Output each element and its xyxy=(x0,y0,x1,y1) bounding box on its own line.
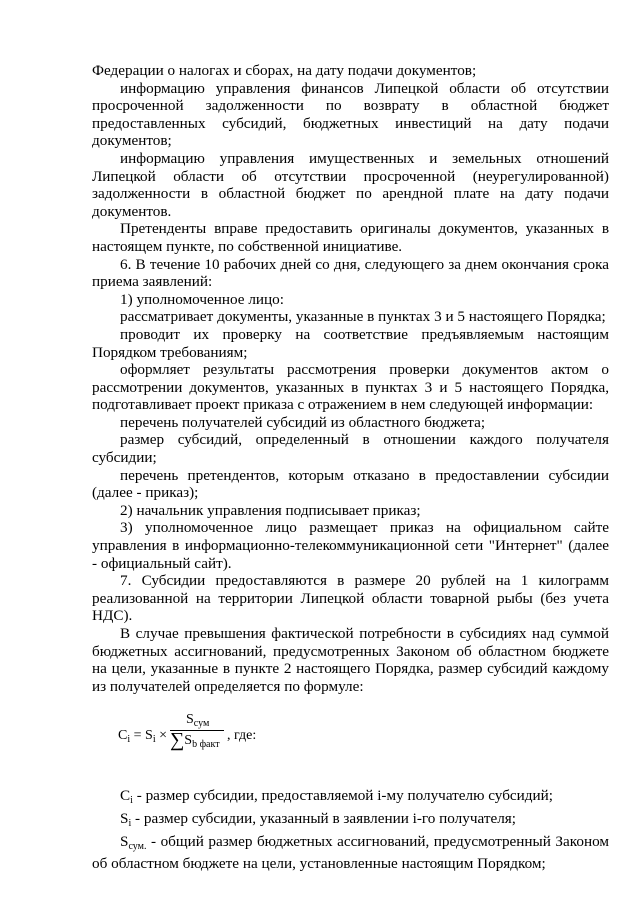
paragraph: В случае превышения фактической потребности в субсидиях над суммой бюджетных ассигнований, предусмотренных Законом об областном бюджете на цели, указанные в пункте 2 настоящего Порядка, размер субсидий каждому из получателей определяется по формуле: xyxy=(92,625,609,695)
paragraph: перечень претендентов, которым отказано в предоставлении субсидии (далее - приказ); xyxy=(92,466,609,502)
formula-fraction xyxy=(170,713,224,757)
paragraph: 1) уполномоченное лицо: xyxy=(120,290,284,308)
formula-numerator: $S_{сум}$ xyxy=(186,712,210,730)
definition-si: $S_i$ - размер субсидии, указанный в заявлении i-го получателя; xyxy=(120,809,516,829)
paragraph: проводит их проверку на соответствие предъявляемым настоящим Порядком требованиям; xyxy=(92,325,609,361)
paragraph: информацию управления финансов Липецкой области об отсутствии просроченной задолженности по возврату в областной бюджет предоставленных субсидий, бюджетных инвестиций на дату подачи документов; xyxy=(92,79,609,150)
paragraph: 2) начальник управления подписывает приказ; xyxy=(120,501,421,519)
definition-ci: $C_i$ - размер субсидии, предоставляемой i-му получателю субсидий; xyxy=(120,787,554,807)
subsidy-formula xyxy=(92,713,609,759)
paragraph: рассматривает документы, указанные в пунктах 3 и 5 настоящего Порядка; xyxy=(120,308,606,326)
paragraph: 3) уполномоченное лицо размещает приказ на официальном сайте управления в информационно-телекоммуникационной сети "Интернет" (далее - официальный сайт). xyxy=(92,519,609,572)
definition-ssum: $S_{сум.}$ - общий размер бюджетных ассигнований, предусмотренный Законом об областном бюджете на цели, установленные настоящим Порядком; xyxy=(92,832,609,873)
paragraph: размер субсидий, определенный в отношении каждого получателя субсидии; xyxy=(92,431,609,467)
document-body xyxy=(92,62,609,873)
paragraph: 6. В течение 10 рабочих дней со дня, следующего за днем окончания срока приема заявлений: xyxy=(92,255,609,291)
formula-lhs: $C_i = S_i$ × xyxy=(118,728,168,746)
paragraph-continuation: Федерации о налогах и сборах, на дату подачи документов; xyxy=(92,62,477,79)
paragraph: Претенденты вправе предоставить оригиналы документов, указанных в настоящем пункте, по собственной инициативе. xyxy=(92,220,609,255)
formula-denominator: $\sum S_{b факт}$ xyxy=(170,729,220,752)
paragraph: информацию управления имущественных и земельных отношений Липецкой области об отсутствии просроченной (неурегулированной) задолженности в областной бюджет по арендной плате на дату подачи документов. xyxy=(92,149,609,220)
paragraph: перечень получателей субсидий из областного бюджета; xyxy=(120,413,486,431)
paragraph: 7. Субсидии предоставляются в размере 20 рублей на 1 килограмм реализованной на территории Липецкой области товарной рыбы (без учета НДС). xyxy=(92,572,609,625)
formula-tail: , где: xyxy=(227,728,257,744)
paragraph: оформляет результаты рассмотрения проверки документов актом о рассмотрении документов, указанных в пунктах 3 и 5 настоящего Порядка, подготавливает проект приказа с отражением в нем следующей информации: xyxy=(92,361,609,414)
